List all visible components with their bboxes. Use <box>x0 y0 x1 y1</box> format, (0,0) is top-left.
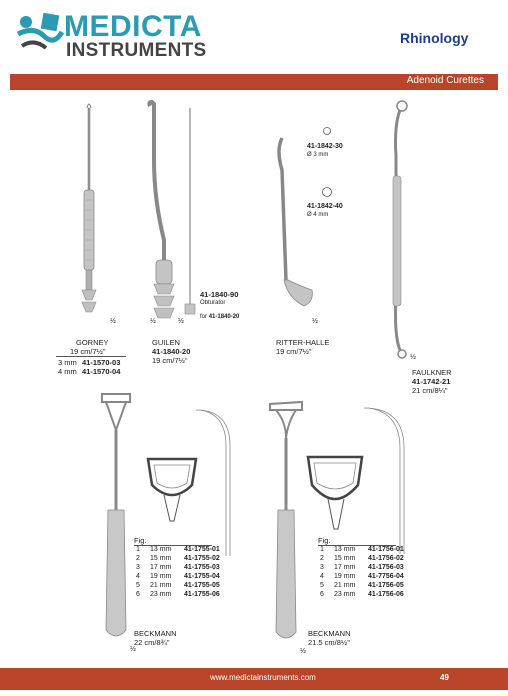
faulkner-name: FAULKNER <box>412 368 452 377</box>
beckmann2-row-code: 41-1756-05 <box>368 582 404 589</box>
gorney-row1-tip: 3 mm <box>58 358 77 367</box>
beckmann1-size: 22 cm/8¾" <box>134 638 170 647</box>
beckmann1-scale: ½ <box>130 646 136 653</box>
faulkner-curette-image <box>380 96 420 366</box>
beckmann2-blade-detail-image <box>302 453 372 533</box>
faulkner-size: 21 cm/8¼" <box>412 386 448 395</box>
medicta-logo-icon <box>14 12 64 62</box>
beckmann1-row-code: 41-1755-03 <box>184 564 220 571</box>
category-banner <box>10 74 498 90</box>
beckmann2-row-mm: 23 mm <box>334 591 356 598</box>
beckmann2-row-mm: 15 mm <box>334 555 356 562</box>
beckmann1-row-code: 41-1755-05 <box>184 582 220 589</box>
beckmann1-row-n: 1 <box>136 546 140 553</box>
gorney-name: GORNEY <box>76 338 109 347</box>
brand-subtitle: INSTRUMENTS <box>66 40 207 61</box>
beckmann1-curette-image <box>92 390 142 660</box>
guilen-code: 41-1840-20 <box>152 347 191 356</box>
obturator-for-label: for <box>200 314 208 320</box>
beckmann2-row-mm: 21 mm <box>334 582 356 589</box>
beckmann1-row-code: 41-1755-04 <box>184 573 220 580</box>
beckmann2-row-code: 41-1756-02 <box>368 555 404 562</box>
beckmann1-row-n: 2 <box>136 555 140 562</box>
ritter-scale: ½ <box>312 318 318 325</box>
ritter-tip1-dia: Ø 3 mm <box>307 152 329 158</box>
guilen-size: 19 cm/7½" <box>152 356 188 365</box>
ritter-size: 19 cm/7½" <box>276 347 312 356</box>
beckmann2-name: BECKMANN <box>308 629 351 638</box>
faulkner-scale: ½ <box>410 354 416 361</box>
guilen-name: GUILEN <box>152 338 180 347</box>
beckmann1-row-code: 41-1755-06 <box>184 591 220 598</box>
gorney-row1-code: 41-1570-03 <box>82 358 121 367</box>
beckmann1-fig-label: Fig. <box>134 536 147 545</box>
footer-url[interactable]: www.medictainstruments.com <box>210 673 316 682</box>
gorney-divider <box>56 356 126 357</box>
tip-3mm-circle-icon <box>322 126 332 136</box>
faulkner-code: 41-1742-21 <box>412 377 451 386</box>
beckmann2-row-n: 5 <box>320 582 324 589</box>
gorney-size: 19 cm/7½" <box>70 347 106 356</box>
beckmann2-row-code: 41-1756-01 <box>368 546 404 553</box>
gorney-curette-image <box>70 100 110 330</box>
ritter-name: RITTER-HALLE <box>276 338 330 347</box>
tip-4mm-circle-icon <box>321 186 333 198</box>
gorney-row2-code: 41-1570-04 <box>82 367 121 376</box>
category-title: Adenoid Curettes <box>406 75 484 86</box>
beckmann2-row-code: 41-1756-06 <box>368 591 404 598</box>
footer-bar <box>0 668 508 690</box>
beckmann2-row-n: 6 <box>320 591 324 598</box>
beckmann1-row-mm: 15 mm <box>150 555 172 562</box>
beckmann2-row-mm: 19 mm <box>334 573 356 580</box>
beckmann1-blade-detail-image <box>142 455 202 525</box>
beckmann1-row-mm: 13 mm <box>150 546 172 553</box>
obturator-code: 41-1840-90 <box>200 290 239 299</box>
brand-name: MEDICTA <box>64 10 202 43</box>
gorney-scale: ½ <box>110 318 116 325</box>
beckmann1-row-n: 3 <box>136 564 140 571</box>
ritter-halle-curette-image <box>270 130 320 330</box>
beckmann1-row-mm: 19 mm <box>150 573 172 580</box>
beckmann1-row-mm: 17 mm <box>150 564 172 571</box>
beckmann1-row-mm: 21 mm <box>150 582 172 589</box>
obturator-image <box>180 104 200 324</box>
ritter-tip2-dia: Ø 4 mm <box>307 212 329 218</box>
beckmann2-fig-label: Fig. <box>318 536 331 545</box>
beckmann2-row-mm: 17 mm <box>334 564 356 571</box>
beckmann2-curette-image <box>262 398 312 668</box>
ritter-tip1-code: 41-1842-30 <box>307 143 343 150</box>
beckmann2-scale: ½ <box>300 648 306 655</box>
beckmann1-row-n: 6 <box>136 591 140 598</box>
beckmann2-size: 21.5 cm/8½" <box>308 638 350 647</box>
beckmann1-row-n: 4 <box>136 573 140 580</box>
obturator-for <box>200 313 239 321</box>
obturator-for-code: 41-1840-20 <box>208 314 240 320</box>
beckmann1-row-code: 41-1755-01 <box>184 546 220 553</box>
beckmann1-name: BECKMANN <box>134 629 177 638</box>
beckmann1-row-mm: 23 mm <box>150 591 172 598</box>
beckmann1-row-n: 5 <box>136 582 140 589</box>
obturator-label: Obturator <box>200 300 226 306</box>
beckmann2-row-n: 3 <box>320 564 324 571</box>
beckmann2-row-n: 2 <box>320 555 324 562</box>
ritter-tip2-code: 41-1842-40 <box>307 203 343 210</box>
beckmann2-row-n: 1 <box>320 546 324 553</box>
page-number: 49 <box>440 673 449 682</box>
beckmann1-row-code: 41-1755-02 <box>184 555 220 562</box>
obturator-scale: ½ <box>178 318 184 325</box>
beckmann2-row-mm: 13 mm <box>334 546 356 553</box>
section-title: Rhinology <box>400 30 469 46</box>
guilen-scale: ½ <box>150 318 156 325</box>
beckmann2-row-n: 4 <box>320 573 324 580</box>
gorney-row2-tip: 4 mm <box>58 367 77 376</box>
beckmann2-row-code: 41-1756-03 <box>368 564 404 571</box>
beckmann2-row-code: 41-7756-04 <box>368 573 404 580</box>
